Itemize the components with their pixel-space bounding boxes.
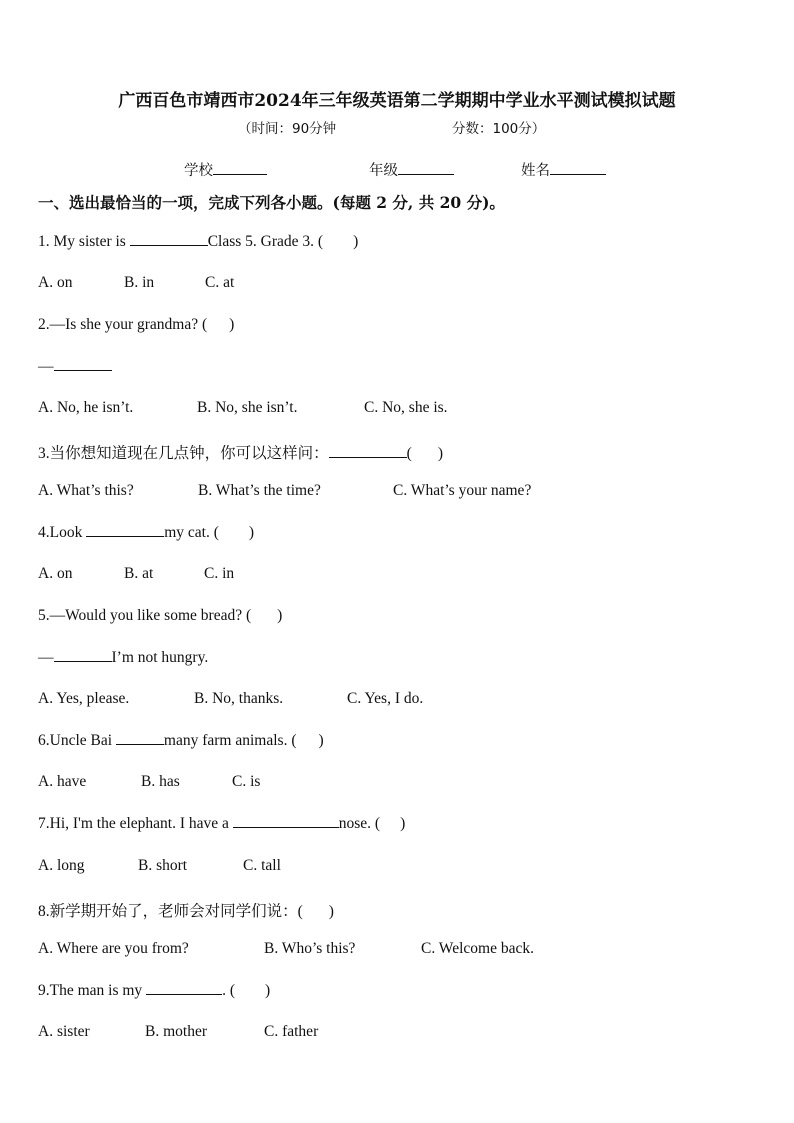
answer-blank[interactable]	[86, 524, 164, 537]
grade-label: 年级	[369, 163, 398, 179]
question-2-reply	[38, 358, 112, 376]
question-text: 8.新学期开始了，老师会对同学们说：(	[38, 903, 303, 920]
option-a[interactable]: A. have	[38, 773, 87, 790]
name-label: 姓名	[521, 163, 550, 179]
option-c[interactable]: C. Yes, I do.	[347, 690, 424, 707]
dash: —	[38, 649, 54, 666]
option-b[interactable]: B. short	[138, 857, 188, 874]
question-text: 2.—Is she your grandma? (	[38, 316, 208, 333]
option-a[interactable]: A. on	[38, 274, 73, 291]
name-blank[interactable]	[550, 160, 606, 175]
question-text: )	[353, 233, 359, 250]
option-c[interactable]: C. No, she is.	[364, 399, 448, 416]
question-text: nose. (	[338, 815, 381, 832]
option-c[interactable]: C. What’s your name?	[393, 482, 532, 499]
exam-time: （时间：90分钟	[238, 121, 337, 137]
question-8	[38, 899, 334, 921]
option-a[interactable]: A. Yes, please.	[38, 690, 130, 707]
question-text: 5.—Would you like some bread? (	[38, 607, 252, 624]
school-field	[184, 159, 267, 180]
option-b[interactable]: B. in	[124, 274, 155, 291]
option-b[interactable]: B. at	[124, 565, 154, 582]
option-a[interactable]: A. long	[38, 857, 85, 874]
question-text: )	[248, 524, 255, 541]
answer-blank[interactable]	[54, 358, 112, 371]
question-text: (	[406, 445, 412, 462]
question-7	[38, 815, 405, 833]
option-a[interactable]: A. sister	[38, 1023, 90, 1040]
answer-blank[interactable]	[116, 732, 164, 745]
question-5-reply	[38, 649, 208, 667]
option-c[interactable]: C. tall	[243, 857, 281, 874]
section-heading: 一、选出最恰当的一项，完成下列各小题。(每题 2 分, 共 20 分)。	[38, 193, 505, 212]
question-text: )	[229, 316, 235, 333]
answer-blank[interactable]	[329, 445, 407, 458]
question-2	[38, 316, 234, 334]
dash: —	[38, 358, 54, 375]
option-c[interactable]: C. in	[204, 565, 235, 582]
question-text: )	[318, 732, 324, 749]
grade-blank[interactable]	[398, 160, 454, 175]
option-a[interactable]: A. No, he isn’t.	[38, 399, 134, 416]
question-3	[38, 441, 443, 463]
question-text: )	[264, 982, 271, 999]
option-b[interactable]: B. What’s the time?	[198, 482, 321, 499]
question-text: 6.Uncle Bai	[38, 732, 116, 749]
question-text: )	[277, 607, 283, 624]
answer-blank[interactable]	[146, 982, 222, 995]
question-1	[38, 233, 358, 251]
question-text: )	[437, 445, 443, 462]
answer-blank[interactable]	[54, 649, 112, 662]
question-text: my cat. (	[164, 524, 219, 541]
answer-blank[interactable]	[233, 815, 339, 828]
option-b[interactable]: B. No, she isn’t.	[197, 399, 298, 416]
question-text: 3.当你想知道现在几点钟，你可以这样问：	[38, 445, 329, 462]
question-text: Class 5. Grade 3. (	[207, 233, 324, 250]
question-text: 7.Hi, I'm the elephant. I have a	[38, 815, 233, 832]
option-b[interactable]: B. mother	[145, 1023, 207, 1040]
option-c[interactable]: C. at	[205, 274, 235, 291]
question-6	[38, 732, 324, 750]
option-b[interactable]: B. Who’s this?	[264, 940, 356, 957]
option-c[interactable]: C. is	[232, 773, 261, 790]
question-text: many farm animals. (	[163, 732, 297, 749]
question-text: 9.The man is my	[38, 982, 147, 999]
name-field	[521, 159, 606, 180]
school-label: 学校	[184, 163, 213, 179]
question-text: 1. My sister is	[38, 233, 130, 250]
option-b[interactable]: B. has	[141, 773, 180, 790]
question-text: . (	[222, 982, 235, 999]
option-a[interactable]: A. What’s this?	[38, 482, 134, 499]
option-c[interactable]: C. father	[264, 1023, 319, 1040]
grade-field	[369, 159, 454, 180]
answer-blank[interactable]	[130, 233, 208, 246]
exam-score: 分数：100分）	[452, 121, 546, 137]
reply-text: I’m not hungry.	[111, 649, 209, 666]
option-b[interactable]: B. No, thanks.	[194, 690, 284, 707]
school-blank[interactable]	[213, 160, 267, 175]
exam-title: 广西百色市靖西市2024年三年级英语第二学期期中学业水平测试模拟试题	[118, 91, 676, 111]
question-9	[38, 982, 270, 1000]
question-text: 4.Look	[38, 524, 87, 541]
option-a[interactable]: A. Where are you from?	[38, 940, 189, 957]
question-text: )	[400, 815, 406, 832]
question-4	[38, 524, 254, 542]
option-c[interactable]: C. Welcome back.	[421, 940, 534, 957]
option-a[interactable]: A. on	[38, 565, 73, 582]
question-text: )	[328, 903, 334, 920]
question-5	[38, 607, 282, 625]
